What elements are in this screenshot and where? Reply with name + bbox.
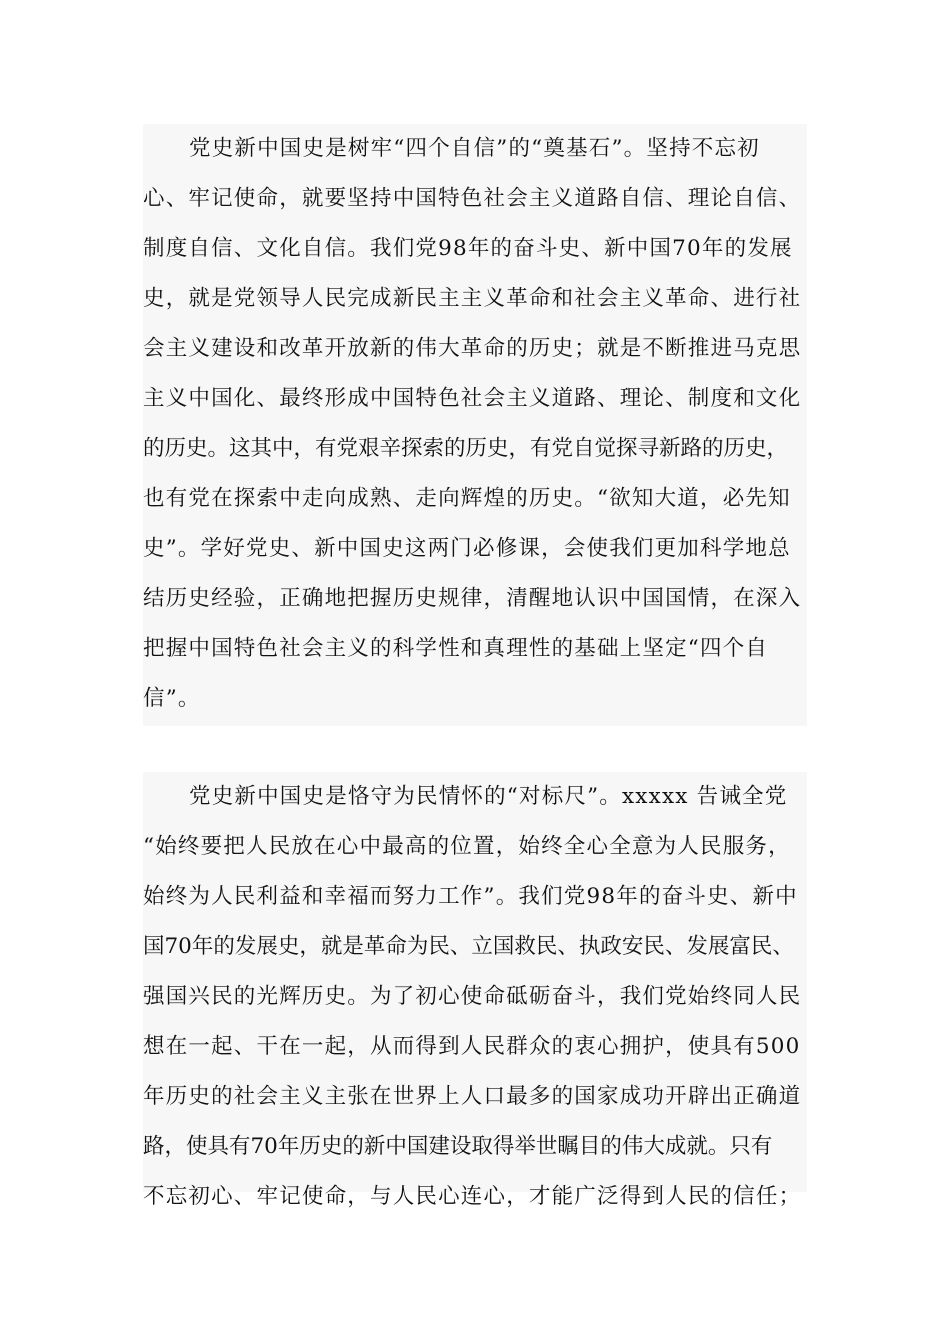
paragraph-line: 把握中国特色社会主义的科学性和真理性的基础上坚定“四个自 xyxy=(143,636,769,661)
paragraph-line: 强国兴民的光辉历史。为了初心使命砥砺奋斗，我们党始终同人民 xyxy=(143,984,802,1009)
paragraph-line: 的历史。这其中，有党艰辛探索的历史，有党自觉探寻新路的历史， xyxy=(143,436,789,461)
paragraph-1 xyxy=(143,124,807,726)
paragraph-line: 也有党在探索中走向成熟、走向辉煌的历史。“欲知大道，必先知 xyxy=(143,486,791,511)
paragraph-line: 不忘初心、牢记使命，与人民心连心，才能广泛得到人民的信任； xyxy=(143,1184,802,1209)
paragraph-line: 党史新中国史是树牢“四个自信”的“奠基石”。坚持不忘初 xyxy=(189,136,760,161)
paragraph-line: 国70年的发展史，就是革命为民、立国救民、执政安民、发展富民、 xyxy=(143,934,794,959)
paragraph-line: 会主义建设和改革开放新的伟大革命的历史；就是不断推进马克思 xyxy=(143,336,802,361)
paragraph-line: 心、牢记使命，就要坚持中国特色社会主义道路自信、理论自信、 xyxy=(143,186,802,211)
paragraph-line: 始终为人民利益和幸福而努力工作”。我们党98年的奋斗史、新中 xyxy=(143,884,798,909)
paragraph-2 xyxy=(143,772,807,1209)
paragraph-line: 年历史的社会主义主张在世界上人口最多的国家成功开辟出正确道 xyxy=(143,1084,802,1109)
paragraph-line: 想在一起、干在一起，从而得到人民群众的衷心拥护，使具有500 xyxy=(143,1034,801,1059)
paragraph-line: “始终要把人民放在心中最高的位置，始终全心全意为人民服务， xyxy=(143,834,791,859)
paragraph-line: 路，使具有70年历史的新中国建设取得举世瞩目的伟大成就。只有 xyxy=(143,1134,773,1159)
paragraph-line: 信”。 xyxy=(143,686,201,711)
paragraph-line: 党史新中国史是恪守为民情怀的“对标尺”。xxxxx 告诫全党 xyxy=(189,784,788,809)
paragraph-line: 主义中国化、最终形成中国特色社会主义道路、理论、制度和文化 xyxy=(143,386,802,411)
paragraph-line: 制度自信、文化自信。我们党98年的奋斗史、新中国70年的发展 xyxy=(143,236,793,261)
paragraph-line: 结历史经验，正确地把握历史规律，清醒地认识中国国情，在深入 xyxy=(143,586,802,611)
paragraph-line: 史”。学好党史、新中国史这两门必修课，会使我们更加科学地总 xyxy=(143,536,791,561)
paragraph-line: 史，就是党领导人民完成新民主主义革命和社会主义革命、进行社 xyxy=(143,286,802,311)
